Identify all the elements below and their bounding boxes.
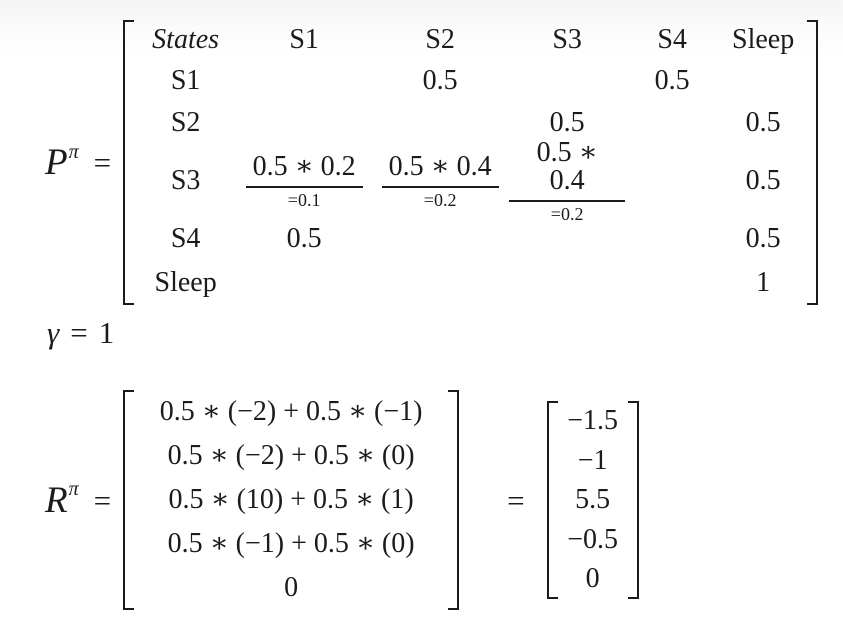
equals-sign: =	[507, 482, 525, 518]
matrix-cell: 0.5	[286, 223, 322, 254]
matrix-row-label: S3	[170, 165, 201, 196]
fraction-expression: 0.5 ∗ 0.2	[246, 153, 363, 188]
reward-result: −0.5	[567, 523, 618, 555]
reward-vector-equation	[45, 390, 639, 610]
left-bracket	[123, 20, 134, 305]
matrix-cell: 0.5	[654, 64, 690, 96]
fraction-expression: 0.5 ∗ 0.4	[382, 153, 499, 188]
pi-superscript: π	[68, 478, 79, 500]
matrix-header-states: States	[152, 24, 220, 55]
reward-result-vector	[547, 401, 639, 599]
reward-expression-grid	[134, 390, 448, 610]
fraction-result: =0.2	[423, 190, 457, 210]
underlined-product	[509, 139, 625, 223]
matrix-row-label: S1	[170, 64, 201, 96]
left-bracket	[547, 401, 558, 599]
reward-expression-vector	[123, 390, 459, 610]
reward-result: 0	[585, 563, 600, 594]
matrix-cell-fraction	[509, 139, 625, 223]
matrix-header-sleep: Sleep	[732, 24, 795, 55]
matrix-cell-fraction	[382, 153, 499, 209]
script-p-symbol: P	[45, 142, 67, 183]
equals-sign: =	[93, 482, 112, 518]
right-bracket	[448, 390, 459, 610]
fraction-result: =0.2	[550, 204, 584, 224]
matrix-row-label: S4	[170, 223, 201, 254]
script-r-symbol: R	[45, 479, 67, 521]
matrix-header-s4: S4	[657, 24, 687, 55]
gamma-value: 1	[98, 315, 115, 350]
matrix-row-label: Sleep	[154, 267, 217, 298]
transition-matrix	[123, 20, 818, 305]
reward-expression: 0.5 ∗ (−2) + 0.5 ∗ (0)	[167, 440, 415, 471]
matrix-cell: 0.5	[745, 107, 781, 138]
reward-expression: 0.5 ∗ (10) + 0.5 ∗ (1)	[168, 484, 414, 515]
matrix-header-s2: S2	[425, 24, 455, 55]
equals-sign: =	[93, 145, 112, 180]
underlined-product	[382, 153, 499, 209]
matrix-cell: 0.5	[745, 165, 781, 196]
reward-expression: 0.5 ∗ (−2) + 0.5 ∗ (−1)	[159, 396, 423, 427]
equals-sign: =	[70, 315, 88, 350]
matrix-row-label: S2	[170, 107, 201, 138]
matrix-header-s1: S1	[289, 24, 319, 55]
reward-expression: 0.5 ∗ (−1) + 0.5 ∗ (0)	[167, 528, 415, 559]
reward-vector-label	[45, 478, 112, 521]
matrix-cell: 0.5	[422, 64, 458, 96]
fraction-expression: 0.5 ∗ 0.4	[509, 139, 625, 202]
underlined-product	[246, 153, 363, 209]
reward-result: −1.5	[567, 405, 618, 436]
matrix-cell: 0.5	[745, 223, 781, 254]
reward-expression: 0	[284, 572, 299, 603]
transition-matrix-grid	[134, 20, 807, 305]
matrix-cell: 1	[756, 267, 771, 298]
right-bracket	[807, 20, 818, 305]
transition-matrix-equation	[45, 20, 818, 305]
matrix-cell: 0.5	[549, 107, 585, 138]
reward-result: 5.5	[575, 484, 611, 515]
discount-factor-equation	[47, 315, 114, 351]
gamma-symbol: γ	[47, 315, 60, 350]
matrix-cell-fraction	[246, 153, 363, 209]
pi-superscript: π	[68, 140, 79, 163]
transition-matrix-label	[45, 140, 112, 183]
right-bracket	[628, 401, 639, 599]
fraction-result: =0.1	[287, 190, 321, 210]
matrix-header-s3: S3	[552, 24, 582, 55]
reward-result-grid	[558, 401, 628, 599]
reward-result: −1	[577, 444, 608, 476]
left-bracket	[123, 390, 134, 610]
